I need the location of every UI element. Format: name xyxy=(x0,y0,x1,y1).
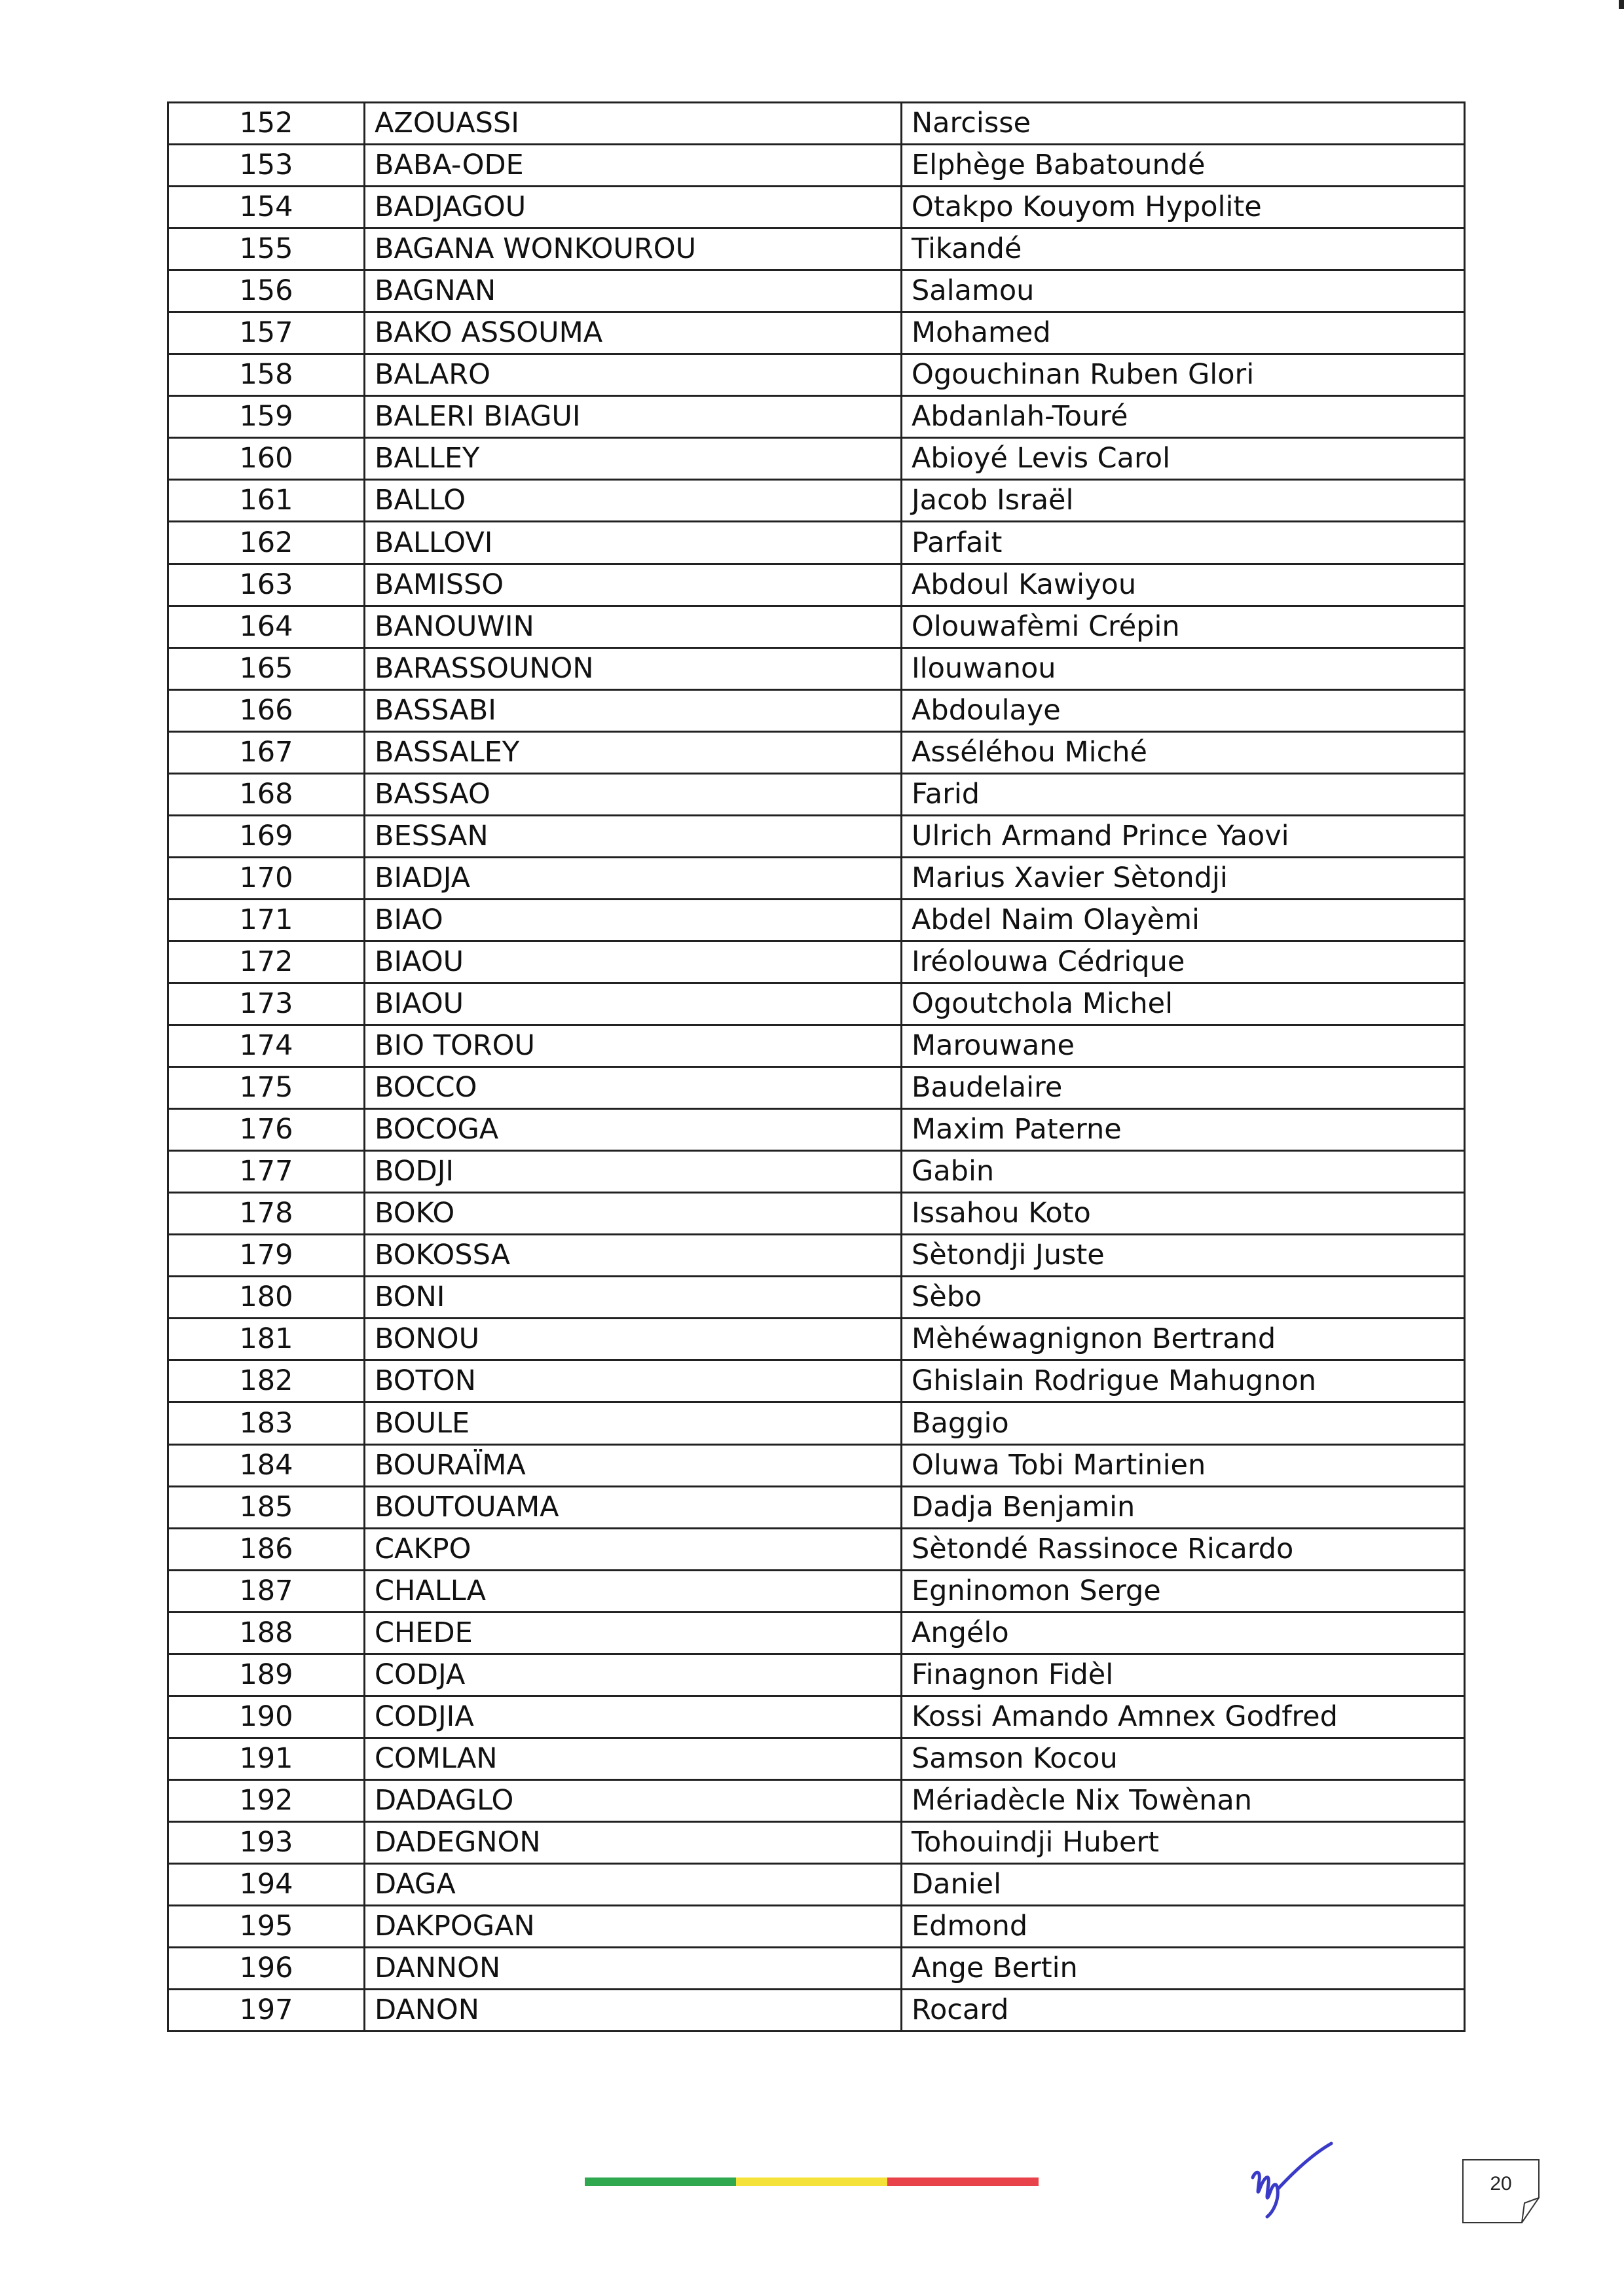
row-given-names: Ange Bertin xyxy=(902,1948,1465,1990)
row-given-names: Abdoulaye xyxy=(902,689,1465,731)
row-number: 184 xyxy=(168,1444,365,1486)
row-given-names: Ulrich Armand Prince Yaovi xyxy=(902,815,1465,857)
table-row xyxy=(168,941,1465,983)
row-surname: CHALLA xyxy=(365,1570,902,1612)
row-number: 181 xyxy=(168,1319,365,1360)
row-number: 158 xyxy=(168,354,365,396)
table-row xyxy=(168,815,1465,857)
page-number: 20 xyxy=(1490,2173,1512,2195)
row-given-names: Mohamed xyxy=(902,312,1465,354)
row-number: 174 xyxy=(168,1025,365,1067)
row-surname: DADAGLO xyxy=(365,1779,902,1821)
table-row xyxy=(168,773,1465,815)
row-given-names: Baggio xyxy=(902,1402,1465,1444)
row-given-names: Ogouchinan Ruben Glori xyxy=(902,354,1465,396)
flag-stripe-red xyxy=(887,2178,1039,2186)
row-number: 177 xyxy=(168,1151,365,1193)
table-row xyxy=(168,1863,1465,1905)
table-row xyxy=(168,647,1465,689)
table-row xyxy=(168,312,1465,354)
row-number: 172 xyxy=(168,941,365,983)
row-given-names: Abdanlah-Touré xyxy=(902,396,1465,438)
row-number: 173 xyxy=(168,983,365,1025)
table-row xyxy=(168,1151,1465,1193)
row-number: 168 xyxy=(168,773,365,815)
row-number: 183 xyxy=(168,1402,365,1444)
row-number: 156 xyxy=(168,270,365,312)
row-surname: CAKPO xyxy=(365,1528,902,1570)
row-surname: BONI xyxy=(365,1277,902,1319)
table-row xyxy=(168,1360,1465,1402)
row-surname: BONOU xyxy=(365,1319,902,1360)
row-given-names: Tohouindji Hubert xyxy=(902,1821,1465,1863)
row-given-names: Ghislain Rodrigue Mahugnon xyxy=(902,1360,1465,1402)
row-surname: BOCOGA xyxy=(365,1109,902,1151)
table-row xyxy=(168,1109,1465,1151)
row-given-names: Olouwafèmi Crépin xyxy=(902,606,1465,647)
row-number: 191 xyxy=(168,1738,365,1779)
row-surname: BAMISSO xyxy=(365,564,902,606)
row-number: 186 xyxy=(168,1528,365,1570)
row-surname: CODJA xyxy=(365,1654,902,1696)
row-given-names: Parfait xyxy=(902,522,1465,564)
row-number: 154 xyxy=(168,187,365,228)
row-surname: AZOUASSI xyxy=(365,103,902,145)
row-given-names: Ogoutchola Michel xyxy=(902,983,1465,1025)
table-row xyxy=(168,1696,1465,1738)
table-row xyxy=(168,1528,1465,1570)
row-surname: BIAO xyxy=(365,899,902,941)
row-surname: BARASSOUNON xyxy=(365,647,902,689)
row-given-names: Elphège Babatoundé xyxy=(902,145,1465,187)
row-number: 192 xyxy=(168,1779,365,1821)
row-given-names: Kossi Amando Amnex Godfred xyxy=(902,1696,1465,1738)
row-number: 171 xyxy=(168,899,365,941)
table-row xyxy=(168,1948,1465,1990)
row-number: 190 xyxy=(168,1696,365,1738)
row-surname: BIADJA xyxy=(365,857,902,899)
row-given-names: Marius Xavier Sètondji xyxy=(902,857,1465,899)
row-given-names: Salamou xyxy=(902,270,1465,312)
row-surname: CODJIA xyxy=(365,1696,902,1738)
row-given-names: Tikandé xyxy=(902,228,1465,270)
row-surname: BOUTOUAMA xyxy=(365,1486,902,1528)
table-row xyxy=(168,1067,1465,1109)
row-given-names: Farid xyxy=(902,773,1465,815)
row-surname: BOURAÏMA xyxy=(365,1444,902,1486)
table-row xyxy=(168,396,1465,438)
row-given-names: Abdoul Kawiyou xyxy=(902,564,1465,606)
row-given-names: Sètondé Rassinoce Ricardo xyxy=(902,1528,1465,1570)
row-surname: BANOUWIN xyxy=(365,606,902,647)
row-number: 170 xyxy=(168,857,365,899)
row-surname: BOKO xyxy=(365,1193,902,1235)
row-number: 165 xyxy=(168,647,365,689)
row-number: 195 xyxy=(168,1906,365,1948)
row-surname: BOCCO xyxy=(365,1067,902,1109)
row-number: 169 xyxy=(168,815,365,857)
table-row xyxy=(168,1444,1465,1486)
row-number: 152 xyxy=(168,103,365,145)
row-number: 163 xyxy=(168,564,365,606)
row-surname: BASSALEY xyxy=(365,731,902,773)
row-given-names: Angélo xyxy=(902,1612,1465,1654)
row-number: 161 xyxy=(168,480,365,522)
row-surname: BOTON xyxy=(365,1360,902,1402)
row-surname: BALLOVI xyxy=(365,522,902,564)
row-number: 160 xyxy=(168,438,365,480)
row-given-names: Edmond xyxy=(902,1906,1465,1948)
page-number-box xyxy=(1462,2159,1540,2224)
table-row xyxy=(168,689,1465,731)
row-given-names: Abdel Naim Olayèmi xyxy=(902,899,1465,941)
row-given-names: Jacob Israël xyxy=(902,480,1465,522)
table-row xyxy=(168,857,1465,899)
flag-stripe-yellow xyxy=(736,2178,887,2186)
row-number: 157 xyxy=(168,312,365,354)
row-given-names: Mèhéwagnignon Bertrand xyxy=(902,1319,1465,1360)
roster-table xyxy=(167,101,1466,2032)
roster-body xyxy=(168,103,1465,2032)
row-surname: COMLAN xyxy=(365,1738,902,1779)
row-surname: BASSAO xyxy=(365,773,902,815)
row-given-names: Asséléhou Miché xyxy=(902,731,1465,773)
row-given-names: Baudelaire xyxy=(902,1067,1465,1109)
table-row xyxy=(168,480,1465,522)
row-surname: BODJI xyxy=(365,1151,902,1193)
table-row xyxy=(168,145,1465,187)
row-number: 155 xyxy=(168,228,365,270)
table-row xyxy=(168,1906,1465,1948)
scan-corner-mark xyxy=(1619,0,1624,9)
row-number: 167 xyxy=(168,731,365,773)
row-surname: BOULE xyxy=(365,1402,902,1444)
row-given-names: Rocard xyxy=(902,1990,1465,2032)
row-surname: BALLEY xyxy=(365,438,902,480)
table-row xyxy=(168,1612,1465,1654)
row-number: 194 xyxy=(168,1863,365,1905)
table-row xyxy=(168,1738,1465,1779)
row-surname: DAGA xyxy=(365,1863,902,1905)
table-row xyxy=(168,1990,1465,2032)
table-row xyxy=(168,1486,1465,1528)
table-row xyxy=(168,1319,1465,1360)
row-given-names: Oluwa Tobi Martinien xyxy=(902,1444,1465,1486)
table-row xyxy=(168,354,1465,396)
row-surname: BALLO xyxy=(365,480,902,522)
row-surname: BIAOU xyxy=(365,941,902,983)
table-row xyxy=(168,1654,1465,1696)
row-number: 196 xyxy=(168,1948,365,1990)
table-row xyxy=(168,228,1465,270)
row-surname: BESSAN xyxy=(365,815,902,857)
table-row xyxy=(168,1570,1465,1612)
signature-icon xyxy=(1241,2140,1339,2225)
row-number: 153 xyxy=(168,145,365,187)
table-row xyxy=(168,731,1465,773)
table-row xyxy=(168,270,1465,312)
row-number: 187 xyxy=(168,1570,365,1612)
table-row xyxy=(168,103,1465,145)
row-surname: BALARO xyxy=(365,354,902,396)
row-surname: BOKOSSA xyxy=(365,1235,902,1277)
row-given-names: Finagnon Fidèl xyxy=(902,1654,1465,1696)
row-number: 180 xyxy=(168,1277,365,1319)
row-given-names: Sèbo xyxy=(902,1277,1465,1319)
row-given-names: Dadja Benjamin xyxy=(902,1486,1465,1528)
row-number: 188 xyxy=(168,1612,365,1654)
row-number: 178 xyxy=(168,1193,365,1235)
row-surname: BALERI BIAGUI xyxy=(365,396,902,438)
row-number: 162 xyxy=(168,522,365,564)
row-surname: CHEDE xyxy=(365,1612,902,1654)
table-row xyxy=(168,1025,1465,1067)
row-number: 164 xyxy=(168,606,365,647)
row-surname: BIO TOROU xyxy=(365,1025,902,1067)
table-row xyxy=(168,1277,1465,1319)
table-row xyxy=(168,1821,1465,1863)
row-given-names: Marouwane xyxy=(902,1025,1465,1067)
row-number: 189 xyxy=(168,1654,365,1696)
table-row xyxy=(168,1193,1465,1235)
flag-stripe-green xyxy=(585,2178,736,2186)
row-number: 185 xyxy=(168,1486,365,1528)
row-surname: DANNON xyxy=(365,1948,902,1990)
row-given-names: Sètondji Juste xyxy=(902,1235,1465,1277)
row-given-names: Issahou Koto xyxy=(902,1193,1465,1235)
row-surname: BAKO ASSOUMA xyxy=(365,312,902,354)
row-surname: BASSABI xyxy=(365,689,902,731)
row-given-names: Daniel xyxy=(902,1863,1465,1905)
table-row xyxy=(168,983,1465,1025)
row-given-names: Abioyé Levis Carol xyxy=(902,438,1465,480)
table-row xyxy=(168,899,1465,941)
row-given-names: Egninomon Serge xyxy=(902,1570,1465,1612)
table-row xyxy=(168,1235,1465,1277)
row-surname: DAKPOGAN xyxy=(365,1906,902,1948)
table-row xyxy=(168,187,1465,228)
table-row xyxy=(168,606,1465,647)
row-given-names: Narcisse xyxy=(902,103,1465,145)
table-row xyxy=(168,522,1465,564)
row-surname: BADJAGOU xyxy=(365,187,902,228)
row-surname: BAGNAN xyxy=(365,270,902,312)
table-row xyxy=(168,1402,1465,1444)
row-number: 182 xyxy=(168,1360,365,1402)
row-number: 175 xyxy=(168,1067,365,1109)
row-given-names: Mériadècle Nix Towènan xyxy=(902,1779,1465,1821)
table-row xyxy=(168,1779,1465,1821)
row-number: 176 xyxy=(168,1109,365,1151)
table-row xyxy=(168,438,1465,480)
row-given-names: Maxim Paterne xyxy=(902,1109,1465,1151)
table-row xyxy=(168,564,1465,606)
row-surname: DADEGNON xyxy=(365,1821,902,1863)
row-number: 197 xyxy=(168,1990,365,2032)
row-surname: DANON xyxy=(365,1990,902,2032)
row-given-names: Otakpo Kouyom Hypolite xyxy=(902,187,1465,228)
row-surname: BAGANA WONKOUROU xyxy=(365,228,902,270)
row-number: 159 xyxy=(168,396,365,438)
flag-color-bar xyxy=(585,2178,1039,2186)
row-number: 193 xyxy=(168,1821,365,1863)
row-number: 166 xyxy=(168,689,365,731)
row-given-names: Ilouwanou xyxy=(902,647,1465,689)
row-given-names: Samson Kocou xyxy=(902,1738,1465,1779)
row-given-names: Iréolouwa Cédrique xyxy=(902,941,1465,983)
row-surname: BABA-ODE xyxy=(365,145,902,187)
row-given-names: Gabin xyxy=(902,1151,1465,1193)
row-surname: BIAOU xyxy=(365,983,902,1025)
row-number: 179 xyxy=(168,1235,365,1277)
